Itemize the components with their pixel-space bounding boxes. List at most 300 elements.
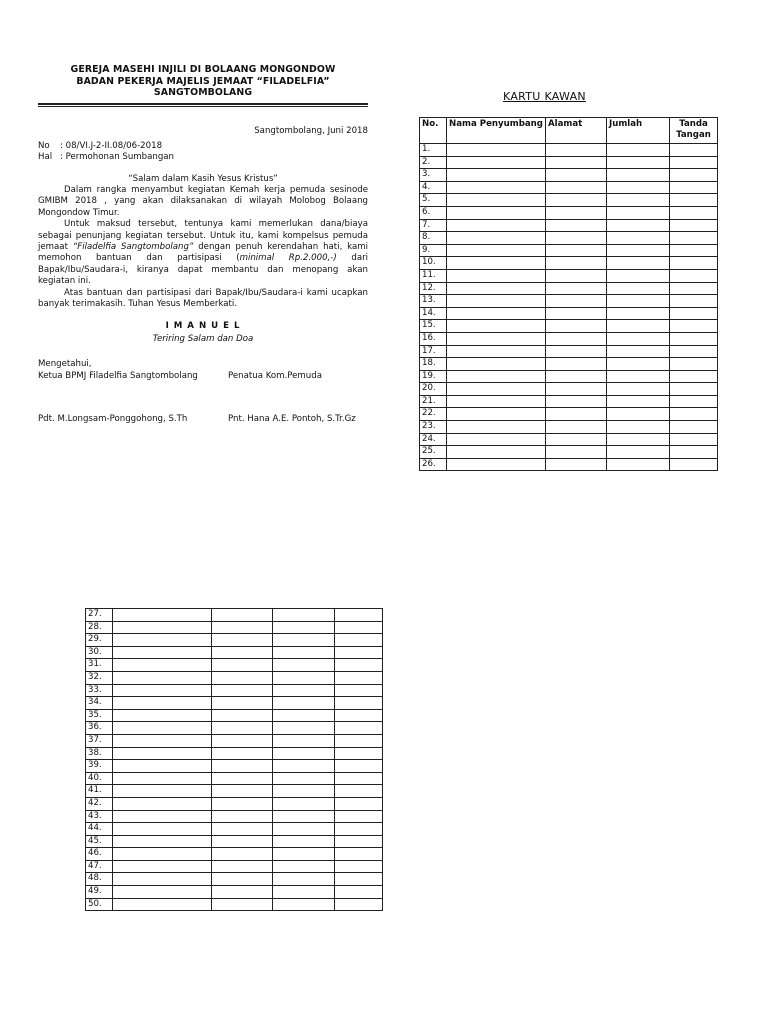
row-number: 5. xyxy=(420,194,447,207)
row-number: 30. xyxy=(86,646,113,659)
table-header-row xyxy=(420,118,718,144)
alamat-cell[interactable] xyxy=(212,734,273,747)
ttd-cell[interactable] xyxy=(670,295,718,308)
nama-cell[interactable] xyxy=(113,810,212,823)
jumlah-cell[interactable] xyxy=(273,760,335,773)
ttd-cell[interactable] xyxy=(335,898,383,911)
jumlah-cell[interactable] xyxy=(273,810,335,823)
greeting: “Salam dalam Kasih Yesus Kristus” xyxy=(128,173,278,184)
jumlah-cell[interactable] xyxy=(607,169,670,182)
alamat-cell[interactable] xyxy=(546,295,607,308)
jumlah-cell[interactable] xyxy=(273,835,335,848)
signer-left-role: Ketua BPMJ Filadelfia Sangtombolang xyxy=(38,370,198,381)
row-number: 21. xyxy=(420,395,447,408)
jumlah-cell[interactable] xyxy=(273,722,335,735)
col-nama-header: Nama Penyumbang xyxy=(447,118,546,144)
jumlah-cell[interactable] xyxy=(607,446,670,459)
nama-cell[interactable] xyxy=(113,873,212,886)
ttd-cell[interactable] xyxy=(670,144,718,157)
jumlah-cell[interactable] xyxy=(607,370,670,383)
alamat-cell[interactable] xyxy=(546,156,607,169)
alamat-cell[interactable] xyxy=(212,898,273,911)
row-number: 45. xyxy=(86,835,113,848)
col-jumlah-header: Jumlah xyxy=(607,118,670,144)
alamat-cell[interactable] xyxy=(212,747,273,760)
row-number: 42. xyxy=(86,797,113,810)
jumlah-cell[interactable] xyxy=(273,734,335,747)
jumlah-cell[interactable] xyxy=(607,421,670,434)
alamat-cell[interactable] xyxy=(212,684,273,697)
alamat-cell[interactable] xyxy=(546,320,607,333)
table-row xyxy=(86,659,383,672)
ttd-cell[interactable] xyxy=(335,772,383,785)
alamat-cell[interactable] xyxy=(546,219,607,232)
alamat-cell[interactable] xyxy=(546,395,607,408)
row-number: 3. xyxy=(420,169,447,182)
ttd-cell[interactable] xyxy=(335,848,383,861)
nama-cell[interactable] xyxy=(447,458,546,471)
alamat-cell[interactable] xyxy=(546,383,607,396)
alamat-cell[interactable] xyxy=(212,848,273,861)
row-number: 15. xyxy=(420,320,447,333)
nama-cell[interactable] xyxy=(113,684,212,697)
jumlah-cell[interactable] xyxy=(607,232,670,245)
nama-cell[interactable] xyxy=(113,747,212,760)
alamat-cell[interactable] xyxy=(212,886,273,899)
nama-cell[interactable] xyxy=(447,282,546,295)
row-number: 18. xyxy=(420,358,447,371)
table-row xyxy=(420,370,718,383)
nama-cell[interactable] xyxy=(113,709,212,722)
ttd-cell[interactable] xyxy=(670,332,718,345)
row-number: 31. xyxy=(86,659,113,672)
ttd-cell[interactable] xyxy=(670,358,718,371)
alamat-cell[interactable] xyxy=(546,433,607,446)
row-number: 8. xyxy=(420,232,447,245)
jumlah-cell[interactable] xyxy=(607,181,670,194)
nama-cell[interactable] xyxy=(447,257,546,270)
table-row xyxy=(86,697,383,710)
alamat-cell[interactable] xyxy=(546,269,607,282)
nama-cell[interactable] xyxy=(447,232,546,245)
nama-cell[interactable] xyxy=(447,433,546,446)
nama-cell[interactable] xyxy=(447,320,546,333)
jumlah-cell[interactable] xyxy=(607,433,670,446)
alamat-cell[interactable] xyxy=(212,697,273,710)
nama-cell[interactable] xyxy=(113,772,212,785)
signer-right-role: Penatua Kom.Pemuda xyxy=(228,370,322,381)
nama-cell[interactable] xyxy=(113,860,212,873)
header-line: GEREJA MASEHI INJILI DI BOLAANG MONGONDOW xyxy=(70,64,336,75)
ttd-cell[interactable] xyxy=(335,873,383,886)
mengetahui: Mengetahui, xyxy=(38,359,92,370)
table-row xyxy=(420,232,718,245)
ttd-cell[interactable] xyxy=(335,760,383,773)
letter xyxy=(38,64,368,425)
jumlah-cell[interactable] xyxy=(273,873,335,886)
jumlah-cell[interactable] xyxy=(607,358,670,371)
nama-cell[interactable] xyxy=(447,295,546,308)
row-number: 6. xyxy=(420,206,447,219)
jumlah-cell[interactable] xyxy=(273,634,335,647)
row-number: 10. xyxy=(420,257,447,270)
ttd-cell[interactable] xyxy=(670,421,718,434)
nama-cell[interactable] xyxy=(447,370,546,383)
row-number: 12. xyxy=(420,282,447,295)
row-number: 44. xyxy=(86,823,113,836)
jumlah-cell[interactable] xyxy=(607,206,670,219)
table-row xyxy=(86,848,383,861)
table-row xyxy=(86,634,383,647)
jumlah-cell[interactable] xyxy=(607,156,670,169)
nama-cell[interactable] xyxy=(113,835,212,848)
jumlah-cell[interactable] xyxy=(273,898,335,911)
jumlah-cell[interactable] xyxy=(273,671,335,684)
table-row xyxy=(86,823,383,836)
row-number: 7. xyxy=(420,219,447,232)
table-row xyxy=(86,747,383,760)
jumlah-cell[interactable] xyxy=(273,709,335,722)
ttd-cell[interactable] xyxy=(335,860,383,873)
ttd-cell[interactable] xyxy=(670,383,718,396)
nama-cell[interactable] xyxy=(113,760,212,773)
jumlah-cell[interactable] xyxy=(273,860,335,873)
alamat-cell[interactable] xyxy=(212,646,273,659)
jumlah-cell[interactable] xyxy=(607,383,670,396)
jumlah-cell[interactable] xyxy=(607,295,670,308)
alamat-cell[interactable] xyxy=(546,206,607,219)
ttd-cell[interactable] xyxy=(335,747,383,760)
ttd-cell[interactable] xyxy=(335,671,383,684)
row-number: 22. xyxy=(420,408,447,421)
jumlah-cell[interactable] xyxy=(273,785,335,798)
table-row xyxy=(420,345,718,358)
jumlah-cell[interactable] xyxy=(607,458,670,471)
table-row xyxy=(420,244,718,257)
ttd-cell[interactable] xyxy=(670,395,718,408)
table-row xyxy=(420,458,718,471)
ttd-cell[interactable] xyxy=(670,257,718,270)
table-row xyxy=(86,810,383,823)
donor-table-bottom xyxy=(85,608,383,911)
row-number: 40. xyxy=(86,772,113,785)
row-number: 4. xyxy=(420,181,447,194)
row-number: 34. xyxy=(86,697,113,710)
card-title: KARTU KAWAN xyxy=(503,90,586,103)
nama-cell[interactable] xyxy=(447,421,546,434)
jumlah-cell[interactable] xyxy=(607,332,670,345)
closing-title: I M A N U E L xyxy=(165,321,241,332)
alamat-cell[interactable] xyxy=(212,760,273,773)
nama-cell[interactable] xyxy=(113,734,212,747)
nama-cell[interactable] xyxy=(113,823,212,836)
ttd-cell[interactable] xyxy=(335,810,383,823)
ttd-cell[interactable] xyxy=(335,609,383,622)
ttd-cell[interactable] xyxy=(670,206,718,219)
table-row xyxy=(420,383,718,396)
row-number: 33. xyxy=(86,684,113,697)
nama-cell[interactable] xyxy=(113,634,212,647)
alamat-cell[interactable] xyxy=(546,244,607,257)
p2-italic-2: minimal Rp.2.000,-) xyxy=(239,253,337,264)
alamat-cell[interactable] xyxy=(546,358,607,371)
nama-cell[interactable] xyxy=(447,169,546,182)
jumlah-cell[interactable] xyxy=(273,772,335,785)
jumlah-cell[interactable] xyxy=(607,219,670,232)
letter-number xyxy=(38,141,368,152)
jumlah-cell[interactable] xyxy=(607,395,670,408)
table-row xyxy=(420,144,718,157)
alamat-cell[interactable] xyxy=(212,785,273,798)
jumlah-cell[interactable] xyxy=(273,659,335,672)
jumlah-cell[interactable] xyxy=(273,886,335,899)
alamat-cell[interactable] xyxy=(546,144,607,157)
nama-cell[interactable] xyxy=(113,785,212,798)
table-row xyxy=(420,219,718,232)
nama-cell[interactable] xyxy=(113,609,212,622)
nama-cell[interactable] xyxy=(447,144,546,157)
alamat-cell[interactable] xyxy=(212,810,273,823)
row-number: 35. xyxy=(86,709,113,722)
alamat-cell[interactable] xyxy=(546,257,607,270)
nama-cell[interactable] xyxy=(447,219,546,232)
table-row xyxy=(86,609,383,622)
ttd-cell[interactable] xyxy=(335,634,383,647)
header-rule xyxy=(38,103,368,108)
alamat-cell[interactable] xyxy=(212,860,273,873)
jumlah-cell[interactable] xyxy=(273,697,335,710)
table-body-top xyxy=(420,144,718,471)
alamat-cell[interactable] xyxy=(212,835,273,848)
alamat-cell[interactable] xyxy=(546,332,607,345)
nama-cell[interactable] xyxy=(113,646,212,659)
ttd-cell[interactable] xyxy=(335,823,383,836)
alamat-cell[interactable] xyxy=(546,421,607,434)
alamat-cell[interactable] xyxy=(212,823,273,836)
alamat-cell[interactable] xyxy=(546,408,607,421)
table-row xyxy=(420,181,718,194)
row-number: 37. xyxy=(86,734,113,747)
paragraph-1: Dalam rangka menyambut kegiatan Kemah kerja pemuda sesinode GMIBM 2018 , yang akan dilaksanakan di wilayah Molobog Bolaang Mongondow Timur. xyxy=(38,184,368,218)
alamat-cell[interactable] xyxy=(212,772,273,785)
table-row xyxy=(86,860,383,873)
row-number: 48. xyxy=(86,873,113,886)
jumlah-cell[interactable] xyxy=(607,269,670,282)
col-no-header: No. xyxy=(420,118,447,144)
row-number: 19. xyxy=(420,370,447,383)
table-row xyxy=(420,257,718,270)
row-number: 41. xyxy=(86,785,113,798)
nama-cell[interactable] xyxy=(447,244,546,257)
nama-cell[interactable] xyxy=(447,345,546,358)
table-row xyxy=(420,295,718,308)
jumlah-cell[interactable] xyxy=(273,684,335,697)
alamat-cell[interactable] xyxy=(546,282,607,295)
ttd-cell[interactable] xyxy=(670,446,718,459)
row-number: 39. xyxy=(86,760,113,773)
table-row xyxy=(420,433,718,446)
table-row xyxy=(86,760,383,773)
donor-table-top xyxy=(419,117,718,471)
alamat-cell[interactable] xyxy=(212,659,273,672)
nama-cell[interactable] xyxy=(447,269,546,282)
ttd-cell[interactable] xyxy=(335,886,383,899)
table-row xyxy=(420,269,718,282)
alamat-cell[interactable] xyxy=(546,345,607,358)
nama-cell[interactable] xyxy=(113,797,212,810)
alamat-cell[interactable] xyxy=(546,307,607,320)
table-row xyxy=(86,734,383,747)
nama-cell[interactable] xyxy=(113,722,212,735)
alamat-cell[interactable] xyxy=(212,722,273,735)
alamat-cell[interactable] xyxy=(212,873,273,886)
table-row xyxy=(420,282,718,295)
ttd-cell[interactable] xyxy=(670,433,718,446)
alamat-cell[interactable] xyxy=(546,458,607,471)
jumlah-cell[interactable] xyxy=(607,320,670,333)
table-row xyxy=(420,446,718,459)
ttd-cell[interactable] xyxy=(670,370,718,383)
alamat-cell[interactable] xyxy=(546,181,607,194)
jumlah-cell[interactable] xyxy=(607,257,670,270)
row-number: 27. xyxy=(86,609,113,622)
ttd-cell[interactable] xyxy=(335,684,383,697)
nama-cell[interactable] xyxy=(447,332,546,345)
no-value: : 08/VI.J-2-II.08/06-2018 xyxy=(60,140,163,151)
ttd-cell[interactable] xyxy=(670,181,718,194)
alamat-cell[interactable] xyxy=(212,609,273,622)
row-number: 38. xyxy=(86,747,113,760)
row-number: 20. xyxy=(420,383,447,396)
ttd-cell[interactable] xyxy=(670,219,718,232)
ttd-cell[interactable] xyxy=(335,797,383,810)
signer-right-name: Pnt. Hana A.E. Pontoh, S.Tr.Gz xyxy=(228,414,356,424)
ttd-cell[interactable] xyxy=(670,345,718,358)
nama-cell[interactable] xyxy=(447,181,546,194)
alamat-cell[interactable] xyxy=(546,232,607,245)
ttd-cell[interactable] xyxy=(670,282,718,295)
signer-names xyxy=(38,414,368,425)
alamat-cell[interactable] xyxy=(212,671,273,684)
jumlah-cell[interactable] xyxy=(273,797,335,810)
row-number: 9. xyxy=(420,244,447,257)
alamat-cell[interactable] xyxy=(546,370,607,383)
nama-cell[interactable] xyxy=(113,671,212,684)
ttd-cell[interactable] xyxy=(670,169,718,182)
alamat-cell[interactable] xyxy=(546,194,607,207)
nama-cell[interactable] xyxy=(113,848,212,861)
ttd-cell[interactable] xyxy=(670,269,718,282)
ttd-cell[interactable] xyxy=(670,307,718,320)
jumlah-cell[interactable] xyxy=(607,194,670,207)
paragraph-2 xyxy=(38,219,368,287)
col-alamat-header: Alamat xyxy=(546,118,607,144)
alamat-cell[interactable] xyxy=(212,709,273,722)
nama-cell[interactable] xyxy=(447,307,546,320)
jumlah-cell[interactable] xyxy=(607,408,670,421)
ttd-cell[interactable] xyxy=(335,835,383,848)
table-row xyxy=(420,194,718,207)
ttd-cell[interactable] xyxy=(670,458,718,471)
paragraph-3: Atas bantuan dan partisipasi dari Bapak/Ibu/Saudara-i kami ucapkan banyak terimakasih. Tuhan Yesus Memberkati. xyxy=(38,287,368,309)
row-number: 24. xyxy=(420,433,447,446)
jumlah-cell[interactable] xyxy=(607,282,670,295)
ttd-cell[interactable] xyxy=(670,244,718,257)
jumlah-cell[interactable] xyxy=(273,823,335,836)
alamat-cell[interactable] xyxy=(212,797,273,810)
place-date: Sangtombolang, Juni 2018 xyxy=(254,126,368,137)
ttd-cell[interactable] xyxy=(335,734,383,747)
alamat-cell[interactable] xyxy=(546,446,607,459)
jumlah-cell[interactable] xyxy=(273,621,335,634)
ttd-cell[interactable] xyxy=(670,408,718,421)
jumlah-cell[interactable] xyxy=(607,244,670,257)
jumlah-cell[interactable] xyxy=(273,609,335,622)
ttd-cell[interactable] xyxy=(335,709,383,722)
row-number: 23. xyxy=(420,421,447,434)
nama-cell[interactable] xyxy=(113,659,212,672)
ttd-cell[interactable] xyxy=(335,646,383,659)
table-row xyxy=(86,785,383,798)
table-row xyxy=(420,206,718,219)
jumlah-cell[interactable] xyxy=(607,144,670,157)
nama-cell[interactable] xyxy=(447,446,546,459)
ttd-cell[interactable] xyxy=(670,156,718,169)
jumlah-cell[interactable] xyxy=(607,307,670,320)
ttd-cell[interactable] xyxy=(335,697,383,710)
row-number: 28. xyxy=(86,621,113,634)
nama-cell[interactable] xyxy=(447,206,546,219)
row-number: 47. xyxy=(86,860,113,873)
jumlah-cell[interactable] xyxy=(607,345,670,358)
nama-cell[interactable] xyxy=(113,697,212,710)
hal-label: Hal xyxy=(38,152,53,163)
signer-left-name: Pdt. M.Longsam-Ponggohong, S.Th xyxy=(38,414,188,424)
ttd-cell[interactable] xyxy=(335,621,383,634)
alamat-cell[interactable] xyxy=(212,621,273,634)
row-number: 11. xyxy=(420,269,447,282)
row-number: 13. xyxy=(420,295,447,308)
nama-cell[interactable] xyxy=(447,194,546,207)
jumlah-cell[interactable] xyxy=(273,747,335,760)
table-row xyxy=(420,421,718,434)
closing-sub: Teriring Salam dan Doa xyxy=(152,333,254,344)
ttd-cell[interactable] xyxy=(670,232,718,245)
jumlah-cell[interactable] xyxy=(273,848,335,861)
table-row xyxy=(86,671,383,684)
alamat-cell[interactable] xyxy=(546,169,607,182)
nama-cell[interactable] xyxy=(113,886,212,899)
jumlah-cell[interactable] xyxy=(273,646,335,659)
nama-cell[interactable] xyxy=(447,395,546,408)
alamat-cell[interactable] xyxy=(212,634,273,647)
table-row xyxy=(86,722,383,735)
nama-cell[interactable] xyxy=(447,383,546,396)
ttd-cell[interactable] xyxy=(670,194,718,207)
nama-cell[interactable] xyxy=(447,156,546,169)
nama-cell[interactable] xyxy=(447,408,546,421)
nama-cell[interactable] xyxy=(113,621,212,634)
p2-italic: “Filadelfia Sangtombolang” xyxy=(72,241,194,252)
ttd-cell[interactable] xyxy=(670,320,718,333)
ttd-cell[interactable] xyxy=(335,659,383,672)
nama-cell[interactable] xyxy=(113,898,212,911)
ttd-cell[interactable] xyxy=(335,722,383,735)
table-row xyxy=(420,169,718,182)
nama-cell[interactable] xyxy=(447,358,546,371)
ttd-cell[interactable] xyxy=(335,785,383,798)
row-number: 17. xyxy=(420,345,447,358)
